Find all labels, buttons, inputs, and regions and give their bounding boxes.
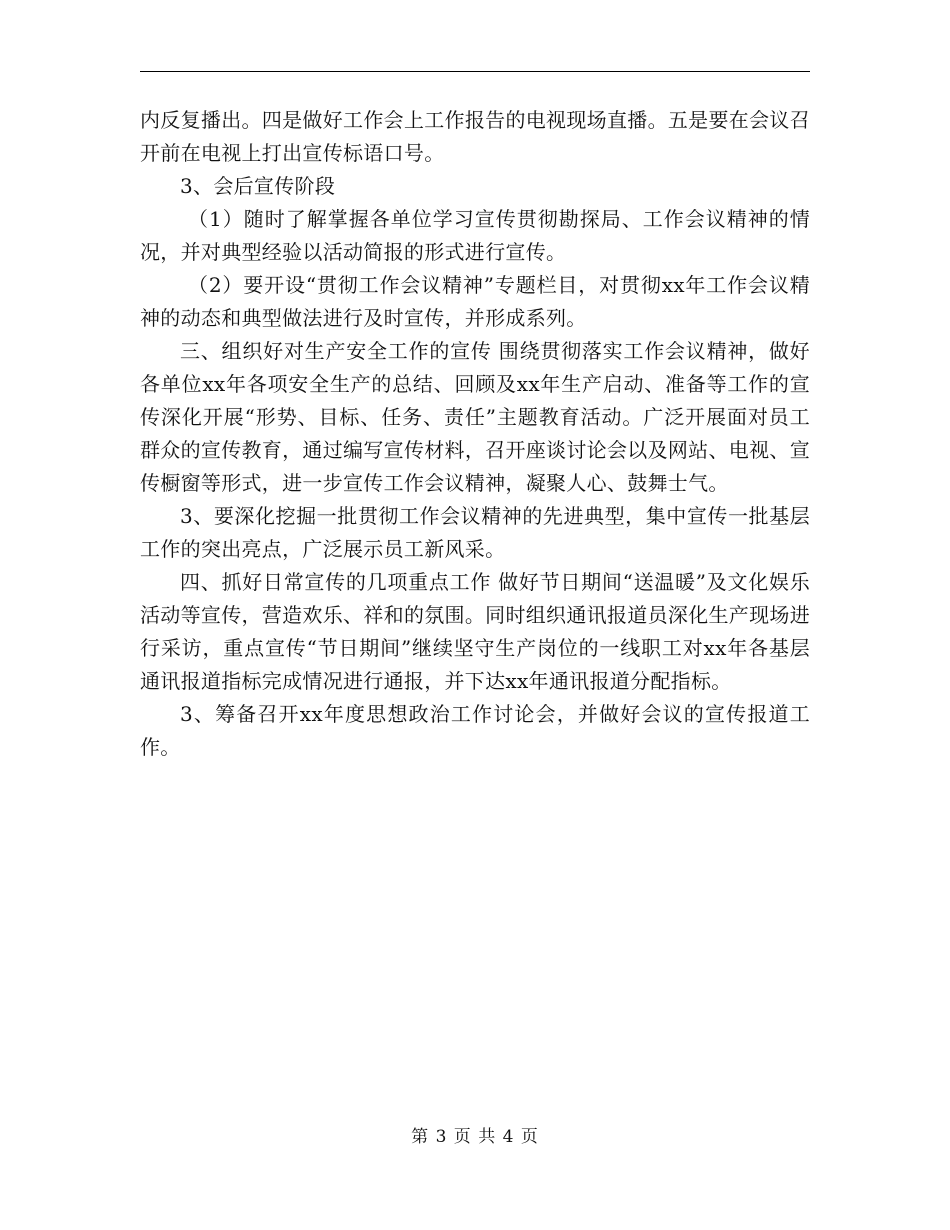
paragraph-item-1: （1）随时了解掌握各单位学习宣传贯彻勘探局、工作会议精神的情况，并对典型经验以活动简报的形式进行宣传。 [140, 207, 810, 264]
paragraph-section-three: 三、组织好对生产安全工作的宣传 围绕贯彻落实工作会议精神，做好各单位xx年各项安全生产的总结、回顾及xx年生产启动、准备等工作的宣传深化开展“形势、目标、任务、责任”主题教育活动。广泛开展面对员工群众的宣传教育，通过编写宣传材料，召开座谈讨论会以及网站、电视、宣传橱窗等形式，进一步宣传工作会议精神，凝聚人心、鼓舞士气。 [140, 339, 810, 495]
header-rule [140, 71, 810, 72]
page-number-footer: 第 3 页 共 4 页 [411, 1127, 539, 1147]
paragraph-item-2: （2）要开设“贯彻工作会议精神”专题栏目，对贯彻xx年工作会议精神的动态和典型做法进行及时宣传，并形成系列。 [140, 273, 810, 330]
paragraph-section-four: 四、抓好日常宣传的几项重点工作 做好节日期间“送温暖”及文化娱乐活动等宣传，营造欢乐、祥和的氛围。同时组织通讯报道员深化生产现场进行采访，重点宣传“节日期间”继续坚守生产岗位的一线职工对xx年各基层通讯报道指标完成情况进行通报，并下达xx年通讯报道分配指标。 [140, 570, 810, 693]
document-body [140, 104, 810, 764]
paragraph-continuation: 内反复播出。四是做好工作会上工作报告的电视现场直播。五是要在会议召开前在电视上打出宣传标语口号。 [140, 108, 810, 165]
paragraph-item-3a: 3、要深化挖掘一批贯彻工作会议精神的先进典型，集中宣传一批基层工作的突出亮点，广泛展示员工新风采。 [140, 504, 810, 561]
paragraph-item-3b: 3、筹备召开xx年度思想政治工作讨论会，并做好会议的宣传报道工作。 [140, 702, 810, 759]
paragraph-section-heading: 3、会后宣传阶段 [180, 174, 336, 198]
